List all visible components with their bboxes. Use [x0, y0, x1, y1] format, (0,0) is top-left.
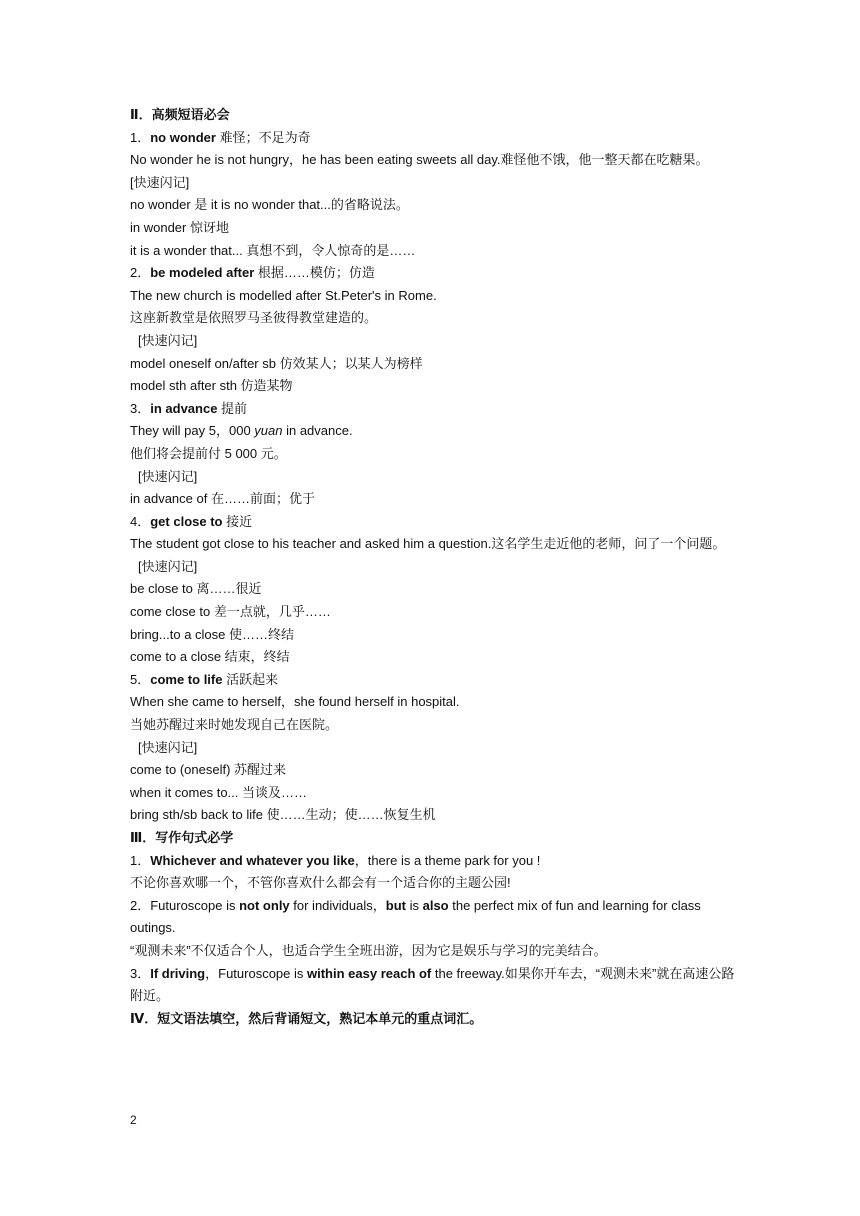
phrase-4 — [130, 511, 740, 534]
sentence-bold: Whichever and whatever you like — [150, 852, 355, 868]
note-line: model oneself on/after sb 仿效某人；以某人为榜样 — [130, 355, 423, 371]
section-heading-2: Ⅱ．高频短语必会 — [130, 107, 230, 122]
phrase-3 — [130, 398, 740, 421]
phrase-term: in advance — [150, 400, 218, 416]
sentence-text: 2．Futuroscope is — [130, 897, 240, 913]
section-heading-3: Ⅲ．写作句式必学 — [130, 830, 234, 845]
flash-note-label: [快速闪记] — [130, 174, 190, 190]
phrase-meaning: 难怪；不足为奇 — [215, 129, 311, 145]
sentence-text: ，there is a theme park for you ! — [354, 852, 541, 868]
phrase-2 — [130, 262, 740, 285]
sentence-text: ，Futuroscope is — [205, 965, 307, 981]
sentence-number: 1． — [130, 852, 151, 868]
phrase-example-en: The new church is modelled after St.Peter's in Rome. — [130, 287, 437, 303]
note-line: in wonder 惊讶地 — [130, 219, 229, 235]
example-text: in advance. — [282, 423, 353, 439]
phrase-example: No wonder he is not hungry，he has been eating sweets all day.难怪他不饿，他一整天都在吃糖果。 — [130, 152, 709, 168]
sentence-text: for individuals， — [289, 897, 386, 913]
section-heading-4: Ⅳ．短文语法填空，然后背诵短文，熟记本单元的重点词汇。 — [130, 1010, 483, 1026]
phrase-meaning: 接近 — [222, 513, 253, 529]
phrase-example-cn: 他们将会提前付 5 000 元。 — [130, 445, 287, 461]
phrase-term: get close to — [150, 513, 223, 529]
sentence-text: the freeway.如果你开车去，“观测未来”就在高速公路附近。 — [130, 965, 735, 1004]
phrase-5 — [130, 669, 740, 692]
note-line: in advance of 在……前面；优于 — [130, 491, 315, 507]
sentence-bold: within easy reach of — [307, 965, 432, 981]
phrase-term: no wonder — [150, 129, 216, 145]
phrase-1 — [130, 127, 740, 150]
note-line: bring sth/sb back to life 使……生动；使……恢复生机 — [130, 807, 436, 823]
note-line: when it comes to... 当谈及…… — [130, 784, 307, 800]
example-italic: yuan — [254, 423, 283, 439]
note-line: be close to 离……很近 — [130, 581, 262, 597]
flash-note-label: [快速闪记] — [138, 558, 198, 574]
phrase-example-cn: 这座新教堂是依照罗马圣彼得教堂建造的。 — [130, 310, 378, 326]
sentence-text: the perfect mix of fun and learning for class outings. — [130, 897, 701, 936]
example-text: They will pay 5，000 — [130, 423, 255, 439]
phrase-number: 3． — [130, 400, 151, 416]
sentence-number: 3． — [130, 965, 151, 981]
page-content — [130, 104, 740, 1030]
phrase-number: 2． — [130, 265, 151, 281]
note-line: come to (oneself) 苏醒过来 — [130, 762, 287, 778]
sentence-1-cn: 不论你喜欢哪一个，不管你喜欢什么都会有一个适合你的主题公园! — [130, 875, 511, 891]
flash-note-label: [快速闪记] — [138, 739, 198, 755]
phrase-number: 5． — [130, 671, 151, 687]
phrase-example-en: When she came to herself，she found herself in hospital. — [130, 694, 460, 710]
sentence-1 — [130, 850, 740, 873]
phrase-term: come to life — [150, 671, 223, 687]
note-line: come close to 差一点就，几乎…… — [130, 604, 331, 620]
note-line: it is a wonder that... 真想不到，令人惊奇的是…… — [130, 242, 416, 258]
phrase-number: 1． — [130, 129, 151, 145]
sentence-bold: If driving — [150, 965, 206, 981]
phrase-example-cn: 当她苏醒过来时她发现自己在医院。 — [130, 717, 339, 733]
note-line: model sth after sth 仿造某物 — [130, 378, 293, 394]
phrase-number: 4． — [130, 513, 151, 529]
phrase-meaning: 根据……模仿；仿造 — [254, 265, 375, 281]
sentence-bold: not only — [239, 897, 290, 913]
sentence-bold: also — [422, 897, 449, 913]
flash-note-label: [快速闪记] — [138, 332, 198, 348]
sentence-2 — [130, 895, 740, 940]
phrase-term: be modeled after — [150, 265, 255, 281]
phrase-meaning: 提前 — [217, 400, 248, 416]
sentence-3 — [130, 963, 740, 1008]
note-line: no wonder 是 it is no wonder that...的省略说法。 — [130, 197, 409, 213]
sentence-2-cn: “观测未来”不仅适合个人，也适合学生全班出游，因为它是娱乐与学习的完美结合。 — [130, 942, 607, 958]
sentence-text: is — [405, 897, 423, 913]
phrase-example: The student got close to his teacher and asked him a question.这名学生走近他的老师，问了一个问题。 — [130, 536, 726, 552]
page-number: 2 — [130, 1113, 137, 1127]
sentence-bold: but — [385, 897, 406, 913]
note-line: come to a close 结束，终结 — [130, 649, 290, 665]
note-line: bring...to a close 使……终结 — [130, 626, 294, 642]
phrase-example-en — [130, 420, 740, 443]
flash-note-label: [快速闪记] — [138, 468, 198, 484]
phrase-meaning: 活跃起来 — [222, 671, 279, 687]
